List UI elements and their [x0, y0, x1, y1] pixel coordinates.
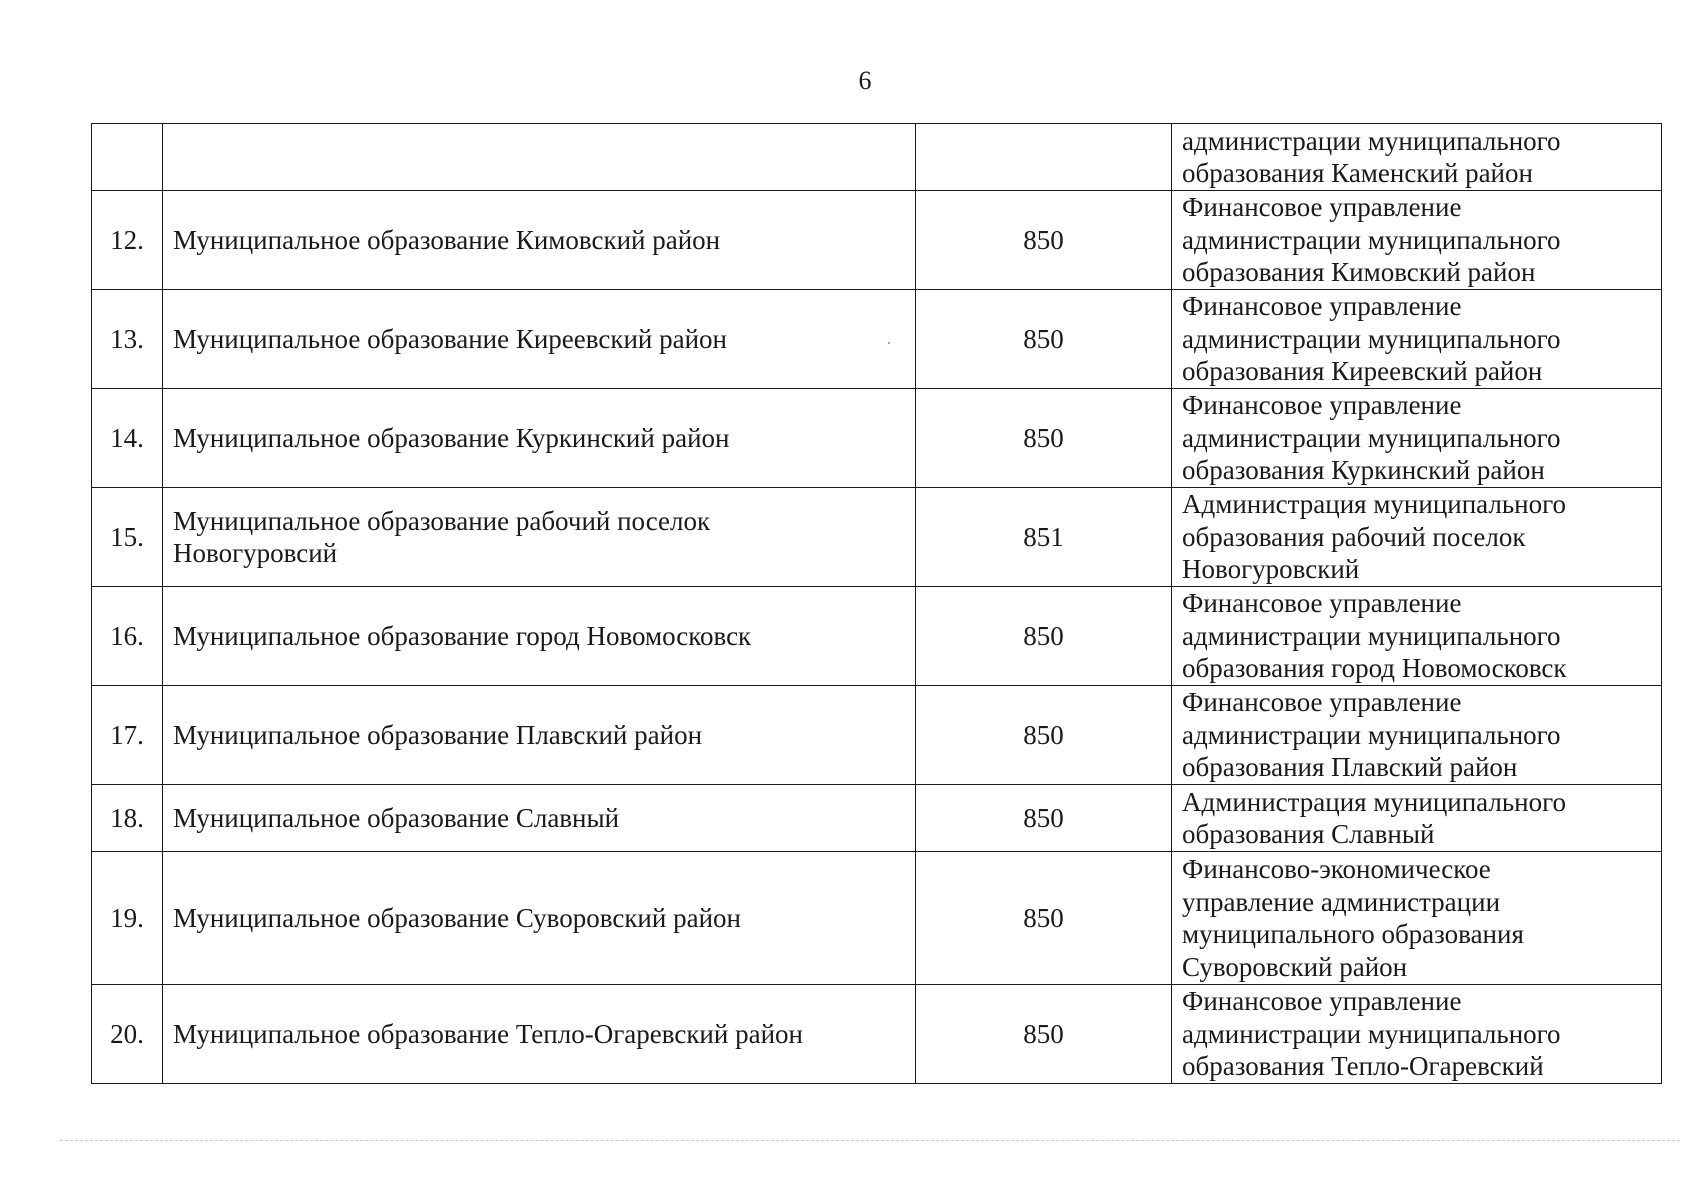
- administrator-cell: [1172, 686, 1662, 785]
- municipality-name: Муниципальное образование Плавский район: [163, 686, 916, 785]
- municipality-name: Муниципальное образование Кимовский район: [163, 191, 916, 290]
- row-number: 14.: [92, 389, 163, 488]
- table-row: [92, 985, 1662, 1084]
- budget-code: 850: [916, 852, 1172, 985]
- administrator-text: Финансово-экономическое управление администрации муниципального образования Суворовский район: [1182, 854, 1524, 982]
- row-number-cell: [92, 124, 163, 191]
- municipality-name: Муниципальное образование город Новомосковск: [163, 587, 916, 686]
- administrator-cell: [1172, 852, 1662, 985]
- table-row: [92, 290, 1662, 389]
- table-row-continuation: [92, 124, 1662, 191]
- budget-code: 850: [916, 985, 1172, 1084]
- budget-code: 851: [916, 488, 1172, 587]
- municipal-table: [91, 123, 1662, 1084]
- row-number: 12.: [92, 191, 163, 290]
- table-row: [92, 191, 1662, 290]
- table-row: [92, 785, 1662, 852]
- administrator-cell: [1172, 985, 1662, 1084]
- municipality-name: Муниципальное образование Суворовский район: [163, 852, 916, 985]
- municipality-name: Муниципальное образование рабочий поселок Новогуровсий: [163, 488, 916, 587]
- municipality-name: Муниципальное образование Славный: [163, 785, 916, 852]
- scan-artifact-line: [60, 1140, 1680, 1141]
- table-row: [92, 488, 1662, 587]
- table-row: [92, 389, 1662, 488]
- administrator-text: Финансовое управление администрации муниципального образования Кимовский район: [1182, 192, 1561, 288]
- budget-code: 850: [916, 389, 1172, 488]
- administrator-cell: [1172, 290, 1662, 389]
- administrator-cell: [1172, 587, 1662, 686]
- page-number: 6: [858, 66, 872, 95]
- row-number: 19.: [92, 852, 163, 985]
- table-row: [92, 686, 1662, 785]
- administrator-cell: [1172, 124, 1662, 191]
- row-number: 13.: [92, 290, 163, 389]
- administrator-cell: [1172, 389, 1662, 488]
- row-number: 20.: [92, 985, 163, 1084]
- row-number: 16.: [92, 587, 163, 686]
- row-number: 15.: [92, 488, 163, 587]
- administrator-cell: [1172, 488, 1662, 587]
- budget-code: 850: [916, 785, 1172, 852]
- municipality-name-cell: [163, 124, 916, 191]
- scan-speck: [888, 342, 890, 344]
- administrator-text: Финансовое управление администрации муниципального образования Киреевский район: [1182, 291, 1561, 387]
- table-row: [92, 852, 1662, 985]
- municipality-name: Муниципальное образование Куркинский район: [163, 389, 916, 488]
- budget-code: 850: [916, 191, 1172, 290]
- administrator-cell: [1172, 191, 1662, 290]
- budget-code: 850: [916, 290, 1172, 389]
- budget-code: 850: [916, 587, 1172, 686]
- administrator-text: Финансовое управление администрации муниципального образования Куркинский район: [1182, 390, 1561, 486]
- budget-code: 850: [916, 686, 1172, 785]
- administrator-text: Финансовое управление администрации муниципального образования Плавский район: [1182, 687, 1561, 783]
- row-number: 17.: [92, 686, 163, 785]
- municipality-name: Муниципальное образование Киреевский район: [163, 290, 916, 389]
- administrator-text: Финансовое управление администрации муниципального образования Тепло-Огаревский: [1182, 986, 1561, 1082]
- municipality-name: Муниципальное образование Тепло-Огаревский район: [163, 985, 916, 1084]
- administrator-text: Финансовое управление администрации муниципального образования город Новомосковск: [1182, 588, 1567, 684]
- table-row: [92, 587, 1662, 686]
- administrator-cell: [1172, 785, 1662, 852]
- administrator-text: Администрация муниципального образования Славный: [1182, 786, 1567, 849]
- administrator-text: Администрация муниципального образования рабочий поселок Новогуровский: [1182, 489, 1567, 585]
- code-cell: [916, 124, 1172, 191]
- administrator-text: администрации муниципального образования Каменский район: [1182, 125, 1561, 188]
- row-number: 18.: [92, 785, 163, 852]
